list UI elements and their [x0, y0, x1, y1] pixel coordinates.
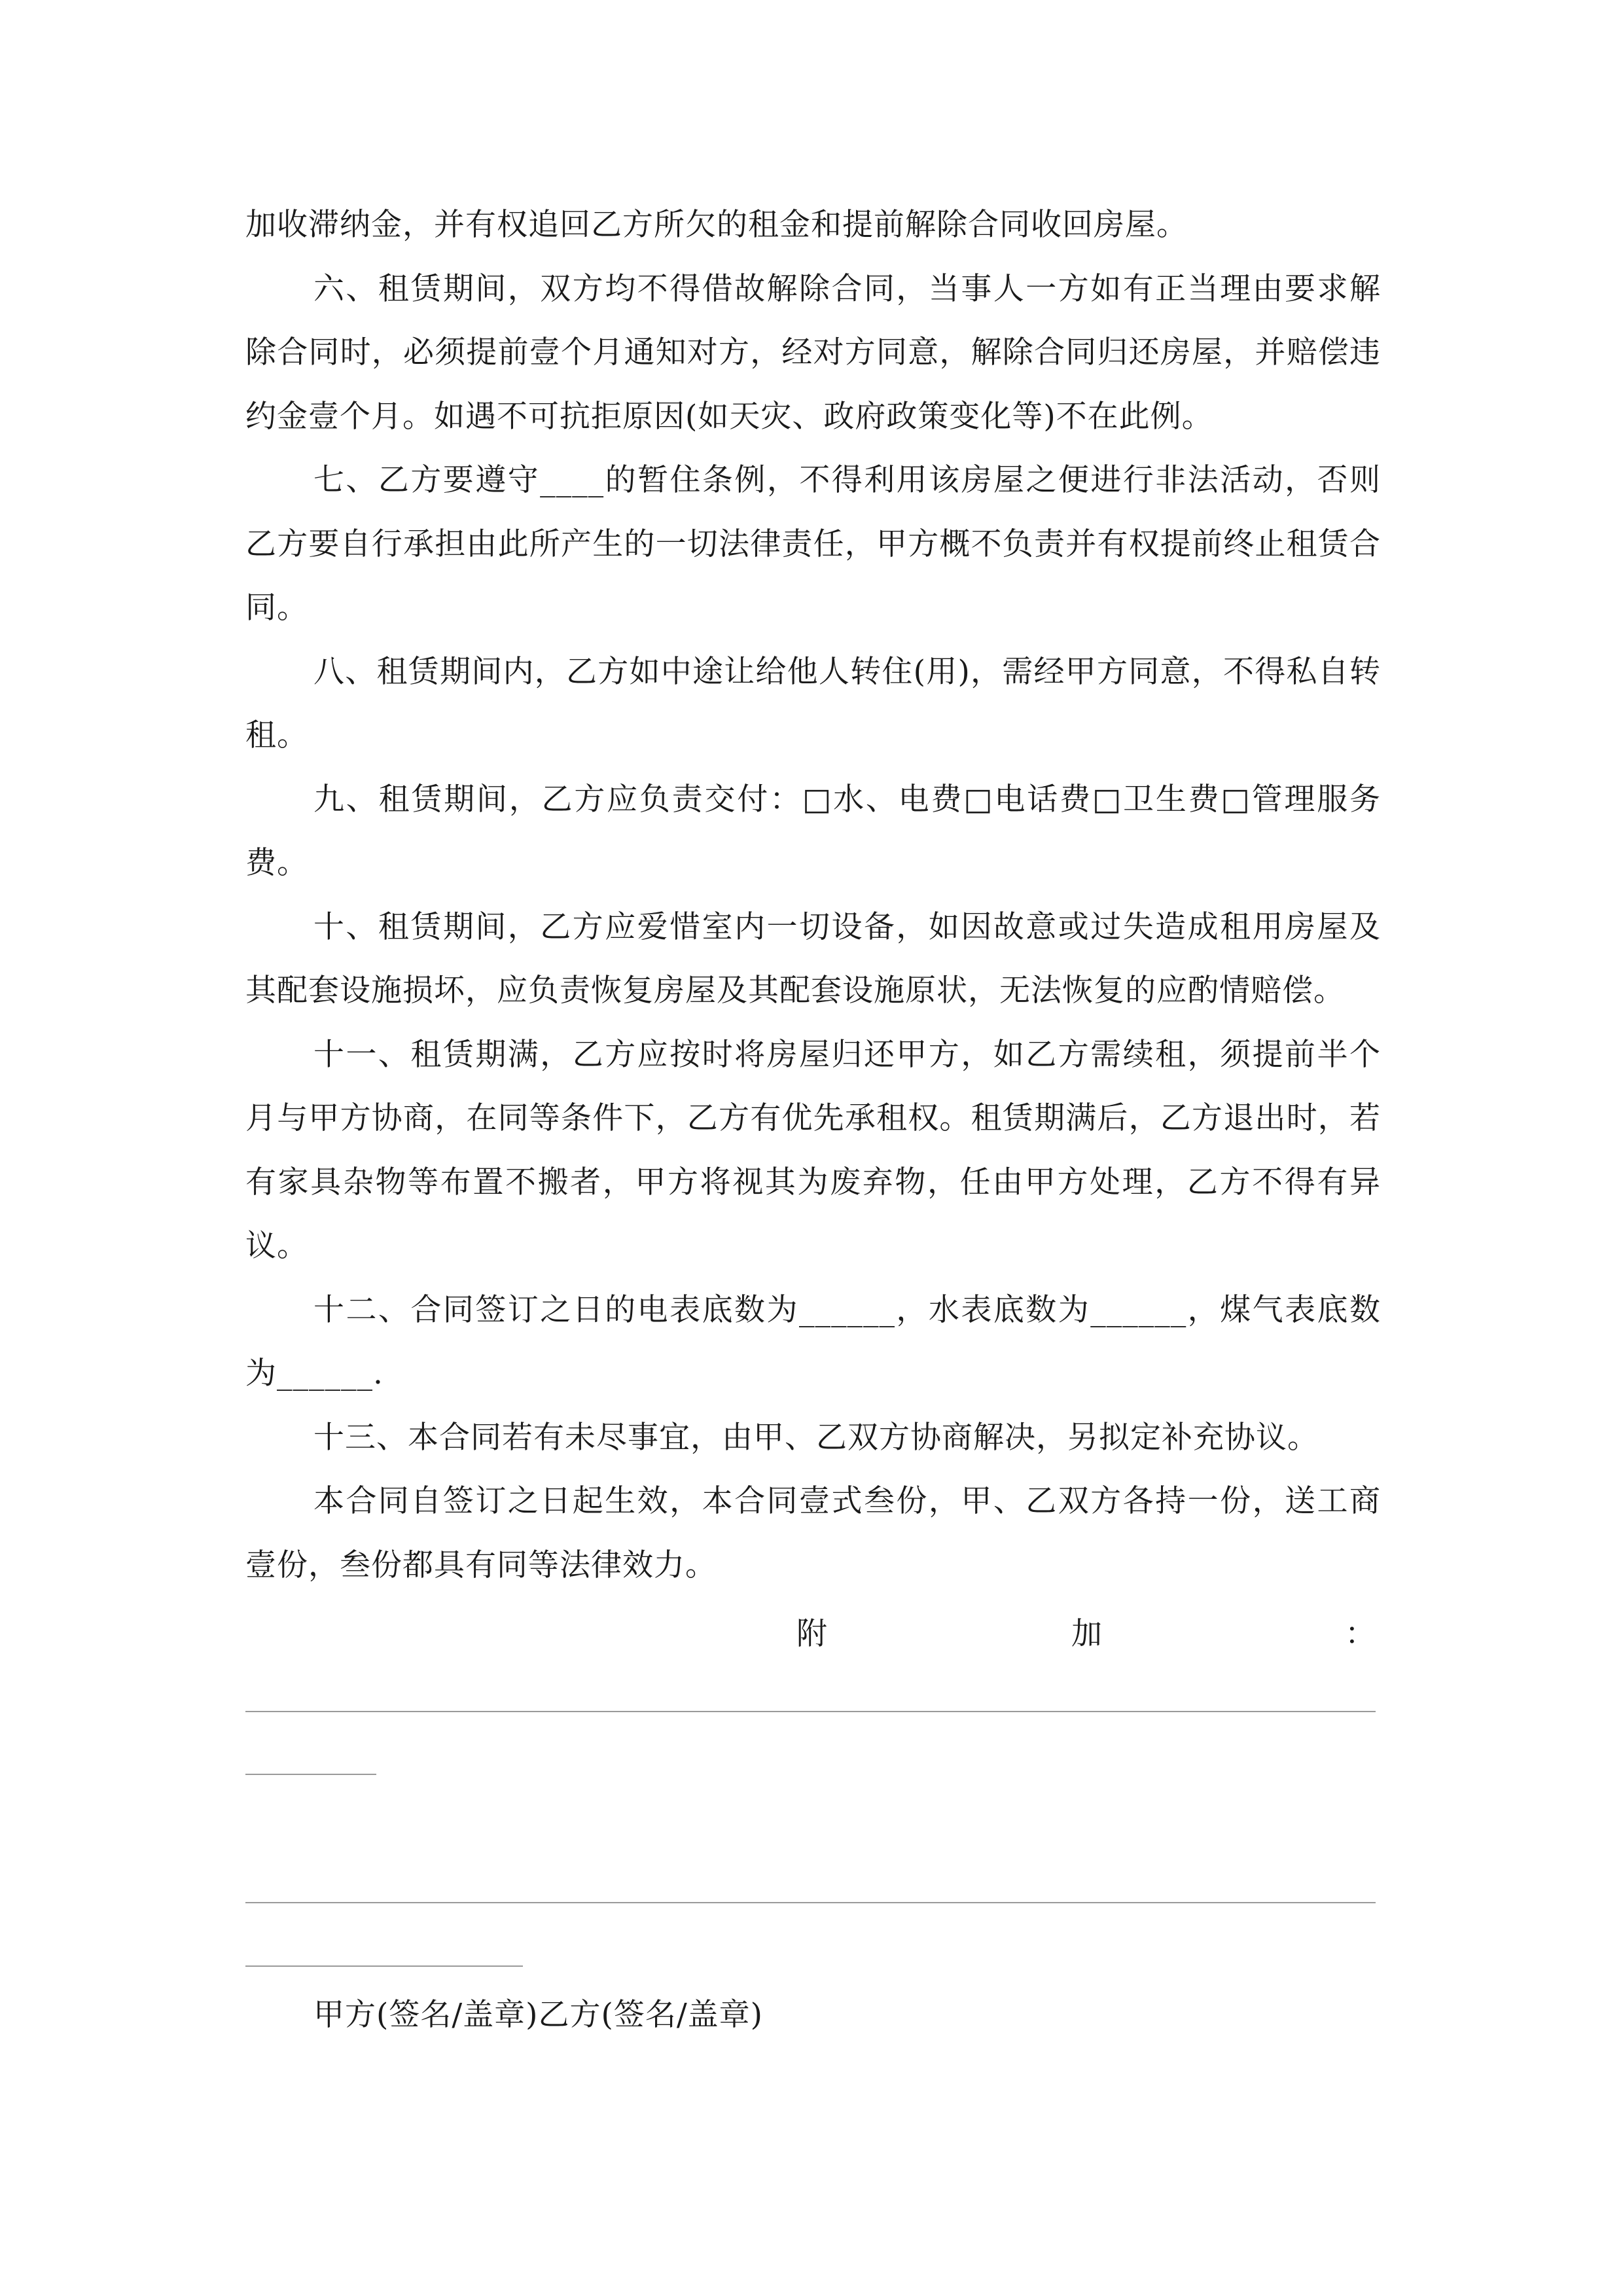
- signature-line: 甲方(签名/盖章)乙方(签名/盖章): [313, 1997, 764, 2033]
- clause-effectiveness: 本合同自签订之日起生效，本合同壹式叁份，甲、乙双方各持一份，送工商壹份，叁份都具有同等法律效力。: [245, 1483, 1381, 1583]
- clause-10-equipment: 十、租赁期间，乙方应爱惜室内一切设备，如因故意或过失造成租用房屋及其配套设施损坏，应负责恢复房屋及其配套设施原状，无法恢复的应酌情赔偿。: [245, 908, 1381, 1009]
- appendix-colon: ：: [1345, 1616, 1376, 1652]
- clause-7-residence-rules: 七、乙方要遵守____的暂住条例，不得利用该房屋之便进行非法活动，否则乙方要自行承担由此所产生的一切法律责任，甲方概不负责并有权提前终止租赁合同。: [245, 462, 1381, 626]
- appendix-heading: [245, 1602, 1381, 1666]
- appendix-char-2: 加: [1071, 1616, 1102, 1652]
- appendix-line-2: [245, 1902, 1376, 1903]
- clause-13-supplementary: 十三、本合同若有未尽事宜，由甲、乙双方协商解决，另拟定补充协议。: [313, 1419, 1319, 1456]
- clause-9-fees: 九、租赁期间，乙方应负责交付：□水、电费□电话费□卫生费□管理服务费。: [245, 781, 1381, 881]
- paragraph-late-fee-continuation: 加收滞纳金，并有权追回乙方所欠的租金和提前解除合同收回房屋。: [245, 207, 1188, 243]
- appendix-line-1-tail: [245, 1774, 376, 1775]
- appendix-char-1: 附: [796, 1616, 827, 1652]
- clause-11-lease-expiry: 十一、租赁期满，乙方应按时将房屋归还甲方，如乙方需续租，须提前半个月与甲方协商，在同等条件下，乙方有优先承租权。租赁期满后，乙方退出时，若有家具杂物等布置不搬者，甲方将视其为废弃物，任由甲方处理，乙方不得有异议。: [245, 1036, 1381, 1264]
- clause-12-meter-readings: 十二、合同签订之日的电表底数为______，水表底数为______，煤气表底数为______.: [245, 1291, 1381, 1391]
- appendix-line-2-tail: [245, 1965, 523, 1967]
- clause-8-sublease: 八、租赁期间内，乙方如中途让给他人转住(用)，需经甲方同意，不得私自转租。: [245, 653, 1381, 753]
- appendix-line-1: [245, 1711, 1376, 1712]
- contract-body: [245, 193, 1381, 1597]
- clause-6-termination: 六、租赁期间，双方均不得借故解除合同，当事人一方如有正当理由要求解除合同时，必须提前壹个月通知对方，经对方同意，解除合同归还房屋，并赔偿违约金壹个月。如遇不可抗拒原因(如天灾、政府政策变化等)不在此例。: [245, 270, 1381, 435]
